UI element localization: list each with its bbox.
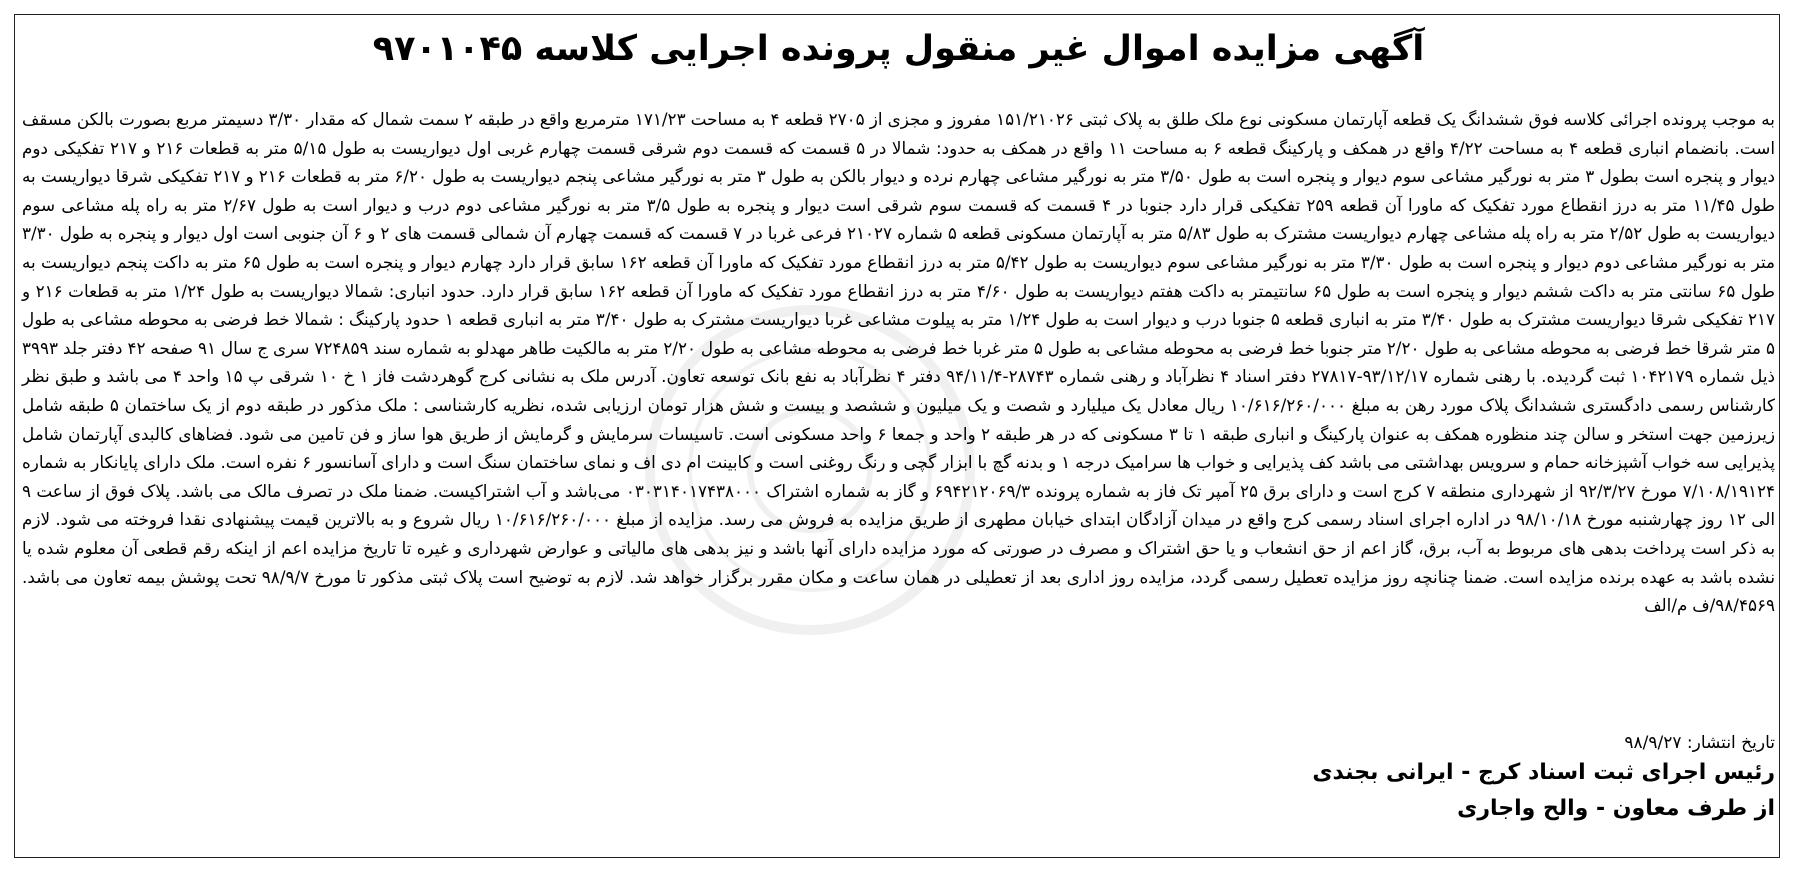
signature-line-1: رئیس اجرای ثبت اسناد کرج - ایرانی بجندی — [1312, 760, 1775, 785]
signature-line-2: از طرف معاون - والح واجاری — [1457, 796, 1775, 821]
publish-date: تاریخ انتشار: ۹۸/۹/۲۷ — [1624, 733, 1775, 753]
notice-title: آگهی مزایده اموال غیر منقول پرونده اجرایی کلاسه ۹۷۰۱۰۴۵ — [372, 29, 1425, 69]
notice-body: به موجب پرونده اجرائی کلاسه فوق ششدانگ یک قطعه آپارتمان مسکونی نوع ملک طلق به پلاک ثبتی ۱۵۱/۲۱۰۲۶ مفروز و مجزی از ۲۷۰۵ قطعه ۴ به مساحت ۱۷۱/۲۳ مترمربع واقع در طبقه ۲ سمت شمال که مقدار ۳/۳۰ دسیمتر مربع بصورت بالکن مسقف است. بانضمام انباری قطعه ۴ به مساحت ۴/۲۲ واقع در همکف و پارکینگ قطعه ۶ به مساحت ۱۱ واقع در همکف به حدود: شمالا در ۵ قسمت که قسمت دوم شرقی قسمت چهارم غربی اول دیواریست به طول ۵/۱۵ متر به قطعات ۲۱۶ و ۲۱۷ تفکیکی دوم دیوار و پنجره است بطول ۳ متر به نورگیر مشاعی سوم دیوار و پنجره است به طول ۳/۵۰ متر به نورگیر مشاعی چهارم نرده و دیوار بالکن به طول ۳ متر به نورگیر مشاعی پنجم دیواریست به طول ۶/۲۰ متر به قطعات ۲۱۶ و ۲۱۷ تفکیکی شرقا دیواریست به طول ۱۱/۴۵ متر به درز انقطاع مورد تفکیک که ماورا آن قطعه ۲۵۹ تفکیکی قرار دارد جنوبا در ۴ قسمت که قسمت سوم شرقی است دیوار و پنجره به طول ۳/۵ متر به نورگیر مشاعی دوم درب و دیوار است به طول ۲/۶۷ متر به راه پله مشاعی سوم دیواریست به طول ۲/۵۲ متر به راه پله مشاعی چهارم دیواریست مشترک به طول ۵/۸۳ متر به آپارتمان مسکونی قطعه ۵ شماره ۲۱۰۲۷ فرعی غربا در ۷ قسمت که قسمت چهارم آن شمالی قسمت های ۲ و ۶ آن جنوبی است اول دیوار و پنجره به طول ۳/۳۰ متر به نورگیر مشاعی دوم دیوار و پنجره است به طول ۳/۳۰ متر به نورگیر مشاعی سوم دیواریست به طول ۵/۴۲ متر به درز انقطاع مورد تفکیک که ماورا آن قطعه ۱۶۲ سابق قرار دارد چهارم دیوار و پنجره است به طول ۶۵ متر به داکت پنجم دیواریست به طول ۶۵ سانتی متر به داکت ششم دیوار و پنجره است به طول ۶۵ سانتیمتر به داکت هفتم دیواریست به طول ۴/۶۰ متر به درز انقطاع مورد تفکیک که ماورا آن قطعه ۱۶۲ سابق قرار دارد. حدود انباری: شمالا دیواریست به طول ۱/۲۴ متر به قطعات ۲۱۶ و ۲۱۷ تفکیکی شرقا دیواریست مشترک به طول ۳/۴۰ متر به انباری قطعه ۵ جنوبا درب و دیوار است به طول ۱/۲۴ متر به پیلوت مشاعی غربا دیواریست مشترک به طول ۳/۴۰ متر به انباری قطعه ۱ حدود پارکینگ : شمالا خط فرضی به محوطه مشاعی به طول ۵ متر شرقا خط فرضی به محوطه مشاعی به طول ۲/۲۰ متر جنوبا خط فرضی به محوطه مشاعی به طول ۵ متر غربا خط فرضی به محوطه مشاعی به طول ۲/۲۰ متر به مالکیت طاهر مهدلو به شماره سند ۷۲۴۸۵۹ سری ج سال ۹۱ صفحه ۴۲ دفتر جلد ۳۹۹۳ ذیل شماره ۱۰۴۲۱۷۹ ثبت گردیده. با رهنی شماره ۹۳/۱۲/۱۷-۲۷۸۱۷ دفتر اسناد ۴ نظرآباد و رهنی شماره ۲۸۷۴۳-۹۴/۱۱/۴ دفتر ۴ نظرآباد به نفع بانک توسعه تعاون. آدرس ملک به نشانی کرج گوهردشت فاز ۱ خ ۱۰ شرقی پ ۱۵ واحد ۴ می باشد و طبق نظر کارشناس رسمی دادگستری ششدانگ پلاک مورد رهن به مبلغ ۱۰/۶۱۶/۲۶۰/۰۰۰ ریال معادل یک میلیارد و شصت و یک میلیون و ششصد و بیست و شش هزار تومان ارزیابی شده، نظریه کارشناسی : ملک مذکور در طبقه دوم از یک ساختمان ۵ طبقه شامل زیرزمین جهت استخر و سالن چند منظوره همکف به عنوان پارکینگ و انباری طبقه ۱ تا ۳ مسکونی که در هر طبقه ۲ واحد و جمعا ۶ واحد مسکونی است. تاسیسات سرمایش و گرمایش از طریق هوا ساز و فن تامین می شود. فضاهای کالبدی آپارتمان شامل پذیرایی سه خواب آشپزخانه حمام و سرویس بهداشتی می باشد کف پذیرایی و خواب ها سرامیک درجه ۱ و بدنه گچ با ابزار گچی و رنگ روغنی است و کابینت ام دی اف و نمای ساختمان سنگ است و دارای آسانسور ۶ نفره است. ملک دارای پایانکار به شماره ۷/۱۰۸/۱۹۱۲۴ مورخ ۹۲/۳/۲۷ از شهرداری منطقه ۷ کرج است و دارای برق ۲۵ آمپر تک فاز به شماره پرونده ۶۹۴۲۱۲۰۶۹/۳ و گاز به شماره اشتراک ۰۳۰۳۱۴۰۱۷۴۳۸۰۰۰ می‌باشد و آب اشتراکیست. ضمنا ملک در تصرف مالک می باشد. پلاک فوق از ساعت ۹ الی ۱۲ روز چهارشنبه مورخ ۹۸/۱۰/۱۸ در اداره اجرای اسناد رسمی کرج واقع در میدان آزادگان ابتدای خیابان مطهری از طریق مزایده به فروش می رسد. مزایده از مبلغ ۱۰/۶۱۶/۲۶۰/۰۰۰ ریال شروع و به بالاترین قیمت پیشنهادی نقدا فروخته می شود. لازم به ذکر است پرداخت بدهی های مربوط به آب، برق، گاز اعم از حق انشعاب و یا حق اشتراک و مصرف در صورتی که مورد مزایده دارای آنها باشد و نیز بدهی های مالیاتی و عوارض شهرداری و غیره تا تاریخ مزایده اعم از اینکه رقم قطعی آن معلوم شده یا نشده باشد به عهده برنده مزایده است. ضمنا چنانچه روز مزایده تعطیل رسمی گردد، مزایده روز اداری بعد از تعطیلی در همان ساعت و مکان مقرر برگزار خواهد شد. لازم به توضیح است پلاک ثبتی مذکور تا مورخ ۹۸/۹/۷ تحت پوشش بیمه تعاون می باشد. ۹۸/۴۵۶۹/ف م/الف — [22, 109, 1776, 616]
